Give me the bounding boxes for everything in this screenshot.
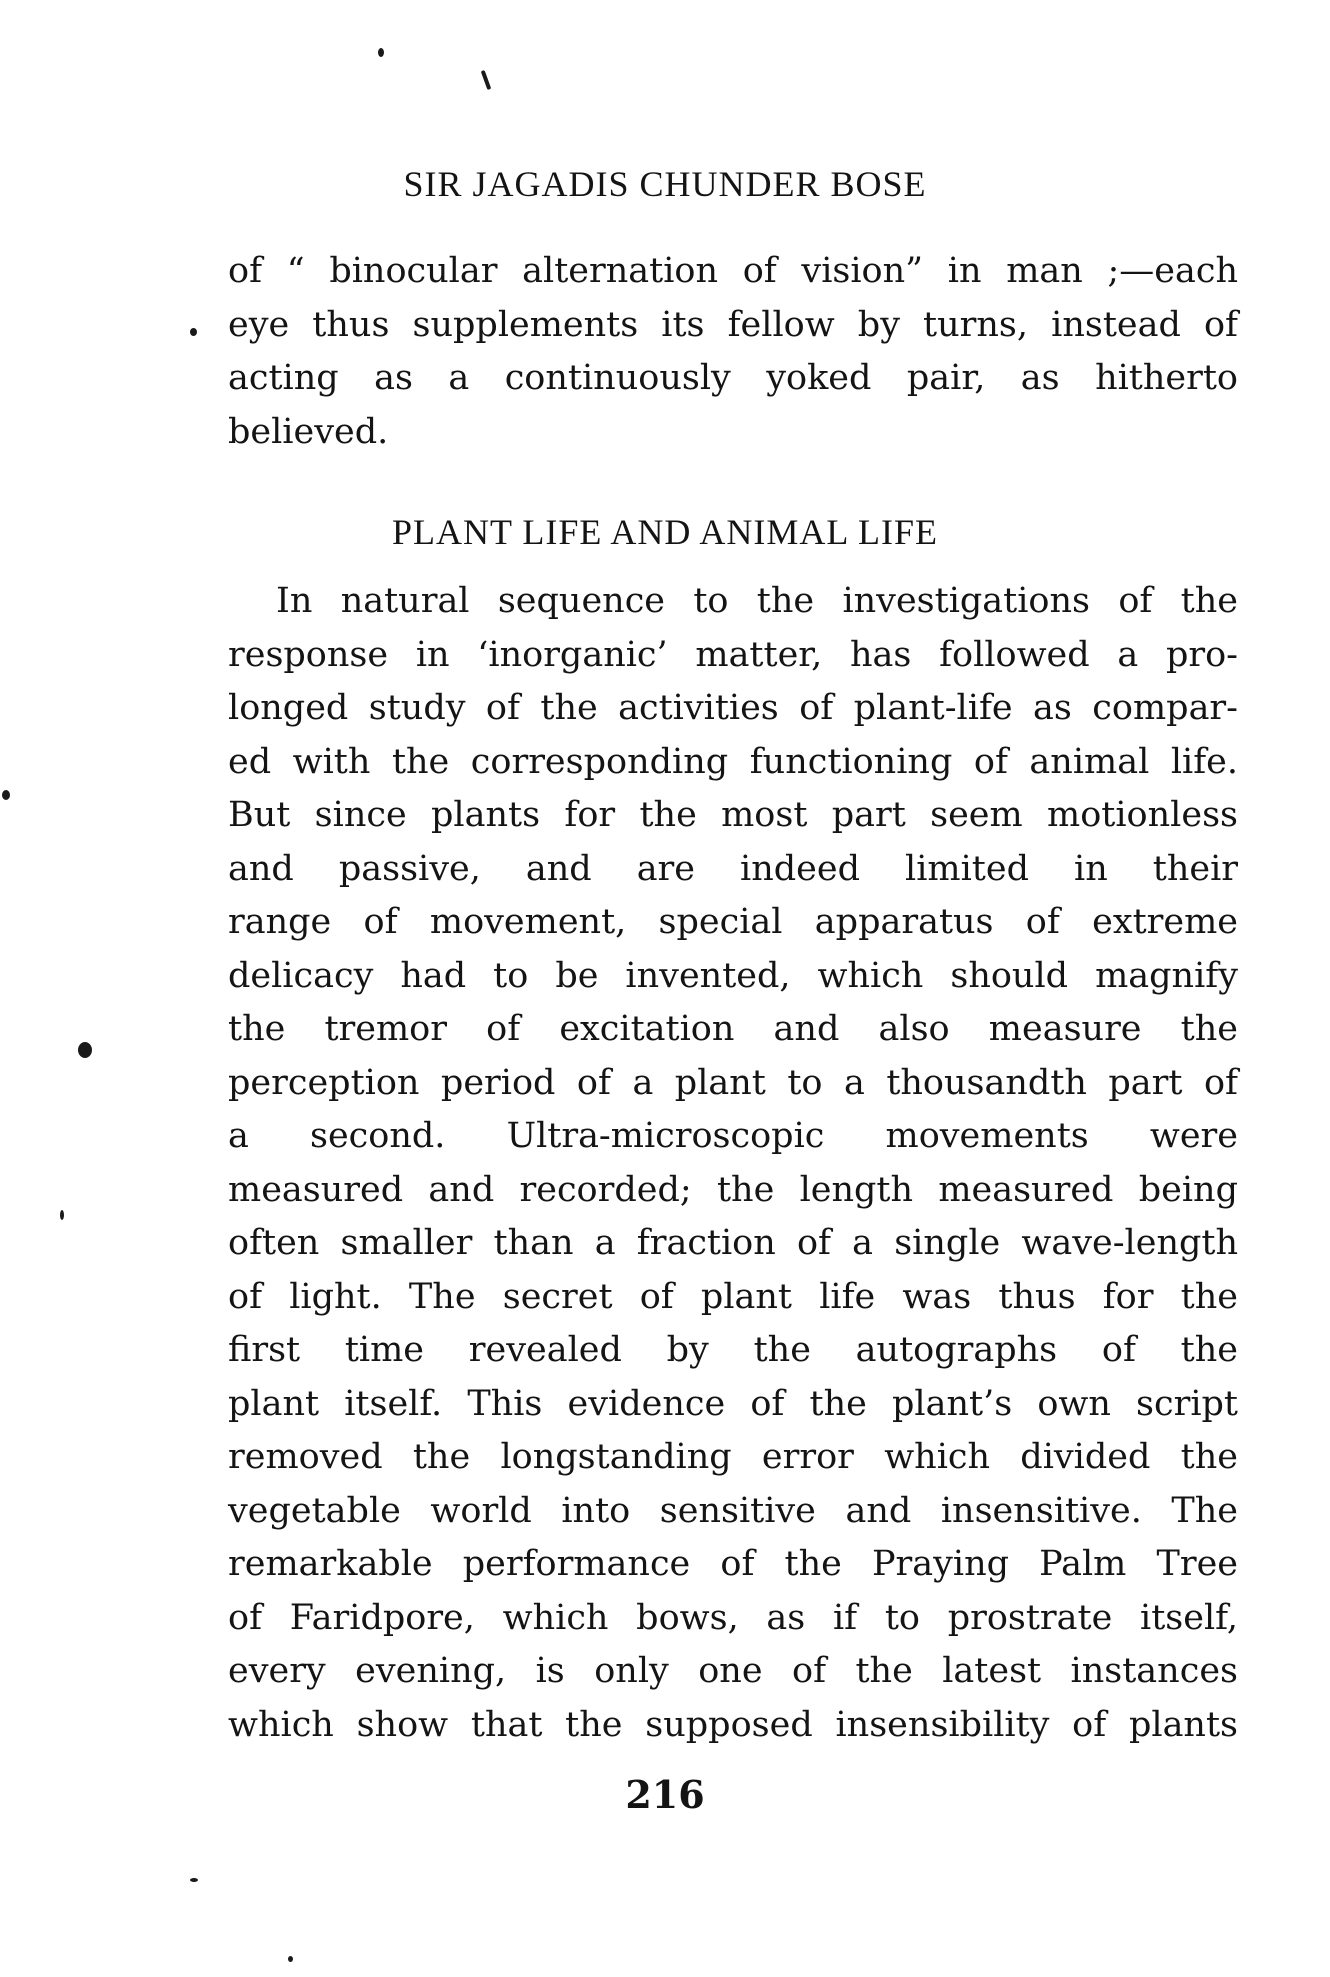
ink-speck [78, 1042, 92, 1058]
text-line: remarkable performance of the Praying Palm Tree [228, 1544, 1238, 1584]
text-line: longed study of the activities of plant-life as compar- [228, 688, 1238, 728]
text-line: But since plants for the most part seem motionless [228, 795, 1238, 835]
text-line: a second. Ultra-microscopic movements were [228, 1116, 1238, 1156]
text-line: acting as a continuously yoked pair, as hitherto [228, 358, 1238, 398]
text-line: response in ‘inorganic’ matter, has followed a pro- [228, 634, 1238, 675]
text-line: and passive, and are indeed limited in their [228, 848, 1238, 889]
text-line: vegetable world into sensitive and insensitive. The [228, 1490, 1238, 1531]
ink-speck [2, 790, 10, 800]
ink-speck [190, 1878, 198, 1882]
text-line: removed the longstanding error which divided the [228, 1437, 1238, 1477]
text-line: ed with the corresponding functioning of animal life. [228, 741, 1238, 782]
page-number: 216 [625, 1772, 705, 1817]
text-line: the tremor of excitation and also measure the [228, 1009, 1238, 1049]
body-paragraph [228, 575, 1238, 1752]
text-line: measured and recorded; the length measured being [228, 1169, 1238, 1210]
continuation-paragraph [228, 245, 1238, 459]
text-line: believed. [228, 411, 389, 452]
text-line: eye thus supplements its fellow by turns, instead of [228, 304, 1238, 345]
text-line: In natural sequence to the investigations of the [276, 581, 1238, 621]
ink-speck [481, 70, 492, 90]
text-line: perception period of a plant to a thousandth part of [228, 1062, 1238, 1103]
text-line: plant itself. This evidence of the plant’s own script [228, 1383, 1238, 1424]
text-line: delicacy had to be invented, which should magnify [228, 955, 1238, 996]
ink-speck [60, 1210, 64, 1220]
text-line: of Faridpore, which bows, as if to prostrate itself, [228, 1597, 1238, 1638]
text-line: range of movement, special apparatus of extreme [228, 902, 1238, 942]
ink-speck [190, 328, 197, 336]
running-head: SIR JAGADIS CHUNDER BOSE [403, 164, 927, 204]
text-line: of “ binocular alternation of vision” in man ;—each [228, 251, 1238, 291]
text-line: of light. The secret of plant life was thus for the [228, 1276, 1238, 1317]
ink-speck [378, 48, 384, 57]
text-line: often smaller than a fraction of a single wave-length [228, 1223, 1238, 1263]
ink-speck [288, 1956, 293, 1962]
text-line: first time revealed by the autographs of the [228, 1330, 1238, 1370]
text-line: every evening, is only one of the latest instances [228, 1651, 1238, 1691]
section-heading: PLANT LIFE AND ANIMAL LIFE [392, 512, 938, 552]
text-line: which show that the supposed insensibility of plants [228, 1704, 1238, 1745]
